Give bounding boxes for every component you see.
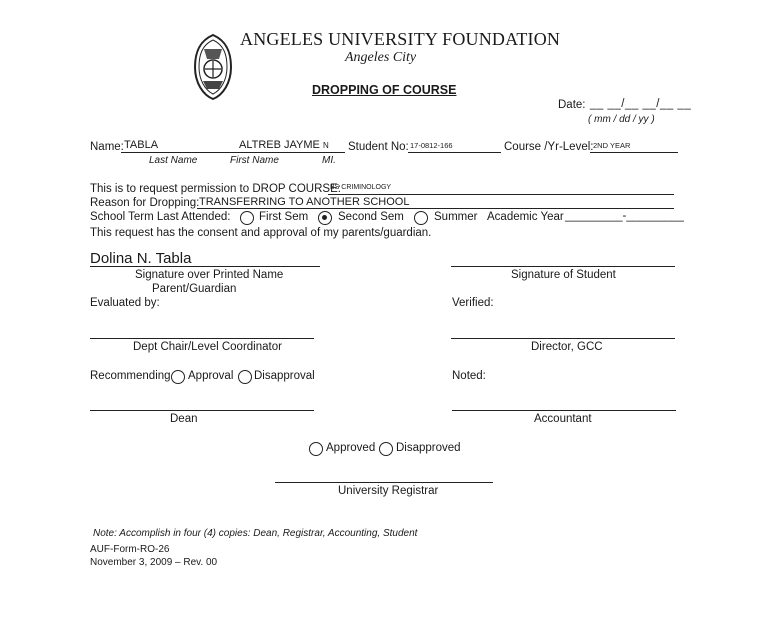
reason-label: Reason for Dropping: [90,197,200,209]
first-sem-radio[interactable] [240,211,254,225]
university-city: Angeles City [345,50,417,65]
recommending-label: Recommending [90,370,171,382]
summer-radio[interactable] [414,211,428,225]
last-name-value[interactable]: TABLA [124,139,159,151]
form-code: AUF-Form-RO-26 [90,544,170,555]
summer-label: Summer [434,211,478,223]
accountant-line [452,410,676,411]
approval-radio[interactable] [171,370,185,384]
student-signature-line [451,266,675,267]
drop-course-label: This is to request permission to DROP COURSE: [90,183,341,195]
student-no-label: Student No: [348,141,409,153]
director-line [451,338,675,339]
evaluated-by-label: Evaluated by: [90,297,160,309]
university-name: ANGELES UNIVERSITY FOUNDATION [240,29,561,49]
parent-signature-line [90,266,320,267]
university-seal-icon [193,33,233,101]
disapproved-label: Disapproved [396,442,461,454]
course-underline [590,152,678,153]
approval-label: Approval [188,370,234,382]
drop-course-value[interactable]: BS CRIMINOLOGY [330,184,392,191]
date-field[interactable]: __ __/__ __/__ __ [590,98,692,110]
parent-printed-name[interactable]: Dolina N. Tabla [90,250,192,267]
parent-caption-1: Signature over Printed Name [135,269,284,281]
approved-label: Approved [326,442,376,454]
name-underline [121,152,345,153]
student-no-underline [408,152,501,153]
registrar-line [275,482,493,483]
copies-note: Note: Accomplish in four (4) copies: Dean, Registrar, Accounting, Student [93,528,418,539]
second-sem-label: Second Sem [338,211,404,223]
consent-text: This request has the consent and approval of my parents/guardian. [90,227,432,239]
course-label: Course /Yr-Level: [504,141,594,153]
name-label: Name: [90,141,124,153]
dean-caption: Dean [170,413,198,425]
middle-initial-value[interactable]: N [323,141,329,150]
last-name-caption: Last Name [149,155,198,166]
verified-label: Verified: [452,297,494,309]
second-sem-radio[interactable] [318,211,332,225]
noted-label: Noted: [452,370,486,382]
accountant-caption: Accountant [534,413,592,425]
form-title: DROPPING OF COURSE [312,83,457,97]
term-label: School Term Last Attended: [90,211,231,223]
drop-course-underline [328,194,674,195]
first-name-caption: First Name [230,155,279,166]
date-format-caption: ( mm / dd / yy ) [588,114,655,125]
parent-caption-2: Parent/Guardian [152,283,237,295]
academic-year-label: Academic Year [487,211,564,223]
reason-underline [197,208,674,209]
date-label: Date: [558,99,586,111]
course-year-value[interactable]: 2ND YEAR [593,141,631,150]
mi-caption: MI. [322,155,336,166]
academic-year-field[interactable]: _________-_________ [565,210,684,222]
approved-radio[interactable] [309,442,323,456]
disapproval-label: Disapproval [254,370,315,382]
registrar-caption: University Registrar [338,485,439,497]
student-signature-caption: Signature of Student [511,269,616,281]
first-sem-label: First Sem [259,211,309,223]
dean-line [90,410,314,411]
dept-chair-caption: Dept Chair/Level Coordinator [133,341,282,353]
revision-date: November 3, 2009 – Rev. 00 [90,557,218,568]
first-name-value[interactable]: ALTREB JAYME [239,139,320,151]
dept-chair-line [90,338,314,339]
director-caption: Director, GCC [531,341,603,353]
student-no-value[interactable]: 17-0812-166 [410,141,453,150]
reason-value[interactable]: TRANSFERRING TO ANOTHER SCHOOL [199,196,410,208]
disapproval-radio[interactable] [238,370,252,384]
disapproved-radio[interactable] [379,442,393,456]
